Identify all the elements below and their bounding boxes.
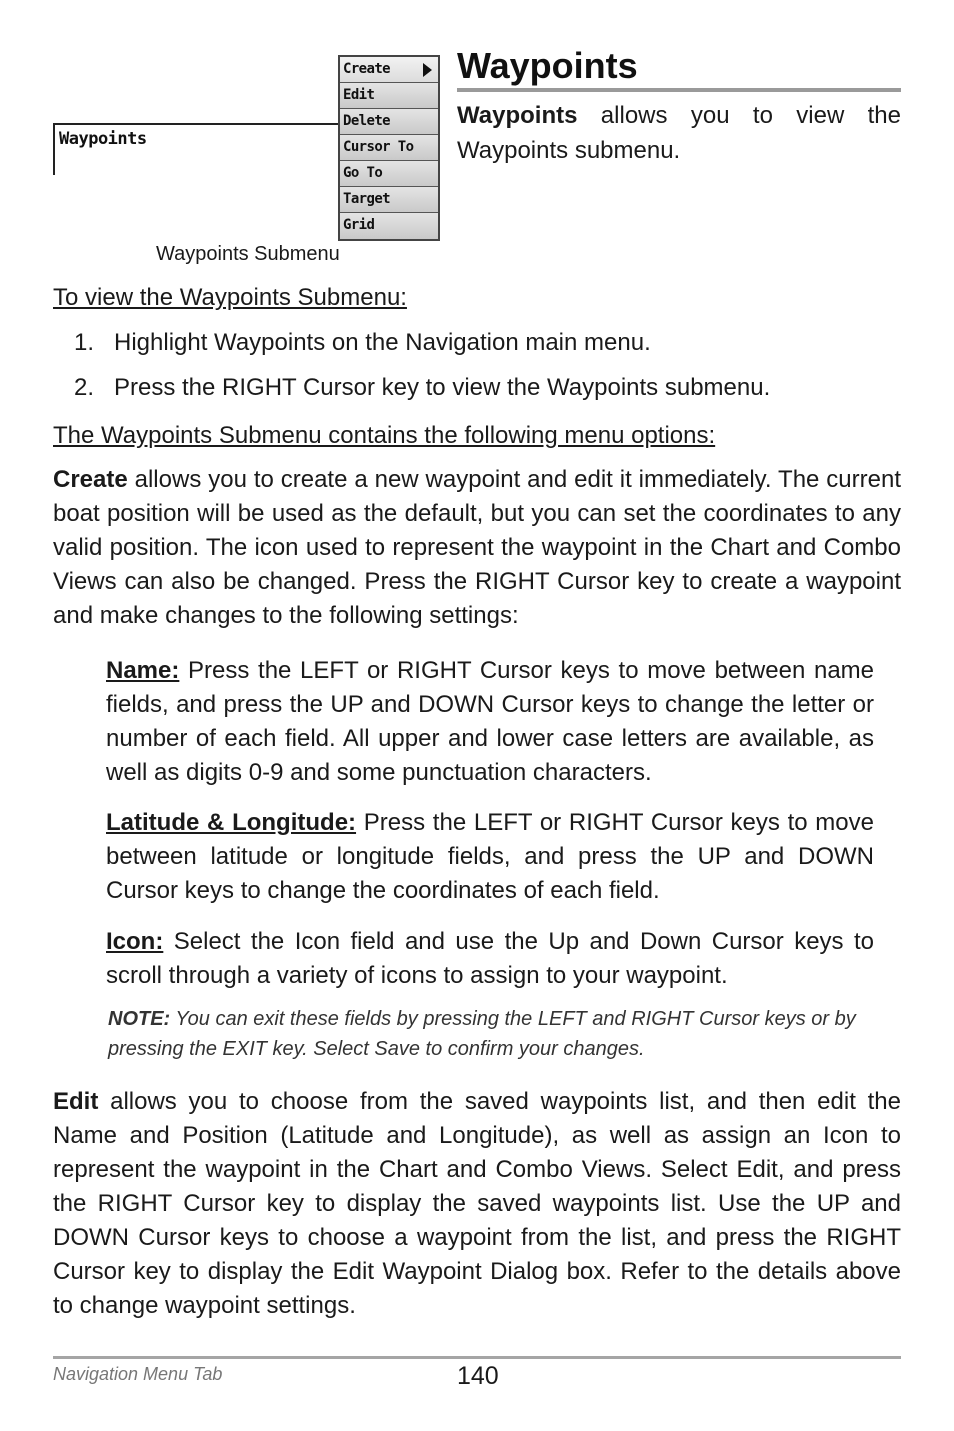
procedure-heading: To view the Waypoints Submenu:	[53, 284, 407, 311]
submenu-item-delete	[340, 109, 438, 135]
setting-lat-long-paragraph	[106, 806, 874, 908]
footer-rule	[53, 1356, 901, 1359]
create-paragraph	[53, 463, 901, 633]
setting-term: Name:	[106, 657, 180, 684]
note-paragraph	[108, 1004, 868, 1064]
edit-term: Edit	[53, 1088, 99, 1115]
setting-term: Latitude & Longitude:	[106, 809, 357, 836]
page-number: 140	[457, 1362, 499, 1390]
intro-text: allows you to view the Waypoints submenu.	[457, 102, 901, 164]
footer-section-name: Navigation Menu Tab	[53, 1364, 223, 1384]
step-text: Press the RIGHT Cursor key to view the Waypoints submenu.	[114, 374, 771, 401]
procedure-step	[74, 326, 904, 360]
setting-name-paragraph	[106, 654, 874, 790]
figure-caption: Waypoints Submenu	[156, 243, 340, 265]
submenu-item-label: Grid	[343, 217, 375, 233]
submenu-item-go-to	[340, 161, 438, 187]
page-title: Waypoints	[457, 45, 638, 86]
submenu-item-create	[340, 57, 438, 83]
step-number: 2.	[74, 374, 95, 401]
right-arrow-icon	[423, 63, 432, 77]
title-rule	[457, 88, 901, 92]
main-menu-box	[53, 123, 341, 175]
submenu-item-label: Edit	[343, 87, 375, 103]
submenu-item-grid	[340, 213, 438, 239]
setting-text: Press the LEFT or RIGHT Cursor keys to move between latitude or longitude fields, and press the UP and DOWN Cursor keys to change the coordinates of each field.	[106, 809, 874, 904]
edit-paragraph	[53, 1085, 901, 1323]
intro-paragraph	[457, 98, 901, 168]
procedure-step	[74, 371, 904, 405]
submenu-item-label: Target	[343, 191, 390, 207]
submenu-item-label: Create	[343, 61, 390, 77]
setting-icon-paragraph	[106, 925, 874, 993]
submenu-item-label: Go To	[343, 165, 383, 181]
main-menu-item-waypoints: Waypoints	[59, 129, 147, 149]
step-number: 1.	[74, 329, 95, 356]
submenu-item-cursor-to	[340, 135, 438, 161]
setting-term: Icon:	[106, 928, 164, 955]
note-label: NOTE:	[108, 1008, 171, 1030]
edit-text: allows you to choose from the saved waypoints list, and then edit the Name and Position (Latitude and Longitude), as well as assign an Icon to represent the waypoint in the Chart and Combo Views. Select Edit, and press the RIGHT Cursor key to display the saved waypoints list. Use the UP and DOWN Cursor keys to choose a waypoint from the list, and press the RIGHT Cursor key to display the Edit Waypoint Dialog box. Refer to the details above to change waypoint settings.	[53, 1088, 901, 1319]
setting-text: Press the LEFT or RIGHT Cursor keys to move between name fields, and press the UP and DOWN Cursor keys to change the letter or number of each field. All upper and lower case letters are available, as well as digits 0-9 and some punctuation characters.	[106, 657, 874, 786]
submenu-item-label: Cursor To	[343, 139, 414, 155]
submenu-item-edit	[340, 83, 438, 109]
setting-text: Select the Icon field and use the Up and Down Cursor keys to scroll through a variety of icons to assign to your waypoint.	[106, 928, 874, 989]
intro-term: Waypoints	[457, 102, 578, 129]
create-term: Create	[53, 466, 128, 493]
create-text: allows you to create a new waypoint and edit it immediately. The current boat position will be used as the default, but you can set the coordinates to any valid position. The icon used to represent the waypoint in the Chart and Combo Views can also be changed. Press the RIGHT Cursor key to create a waypoint and make changes to the following settings:	[53, 466, 901, 629]
submenu-item-label: Delete	[343, 113, 390, 129]
step-text: Highlight Waypoints on the Navigation main menu.	[114, 329, 651, 356]
submenu-item-target	[340, 187, 438, 213]
note-text: You can exit these fields by pressing the LEFT and RIGHT Cursor keys or by pressing the EXIT key. Select Save to confirm your changes.	[108, 1008, 856, 1060]
waypoints-submenu	[338, 55, 440, 241]
options-heading: The Waypoints Submenu contains the following menu options:	[53, 422, 716, 449]
